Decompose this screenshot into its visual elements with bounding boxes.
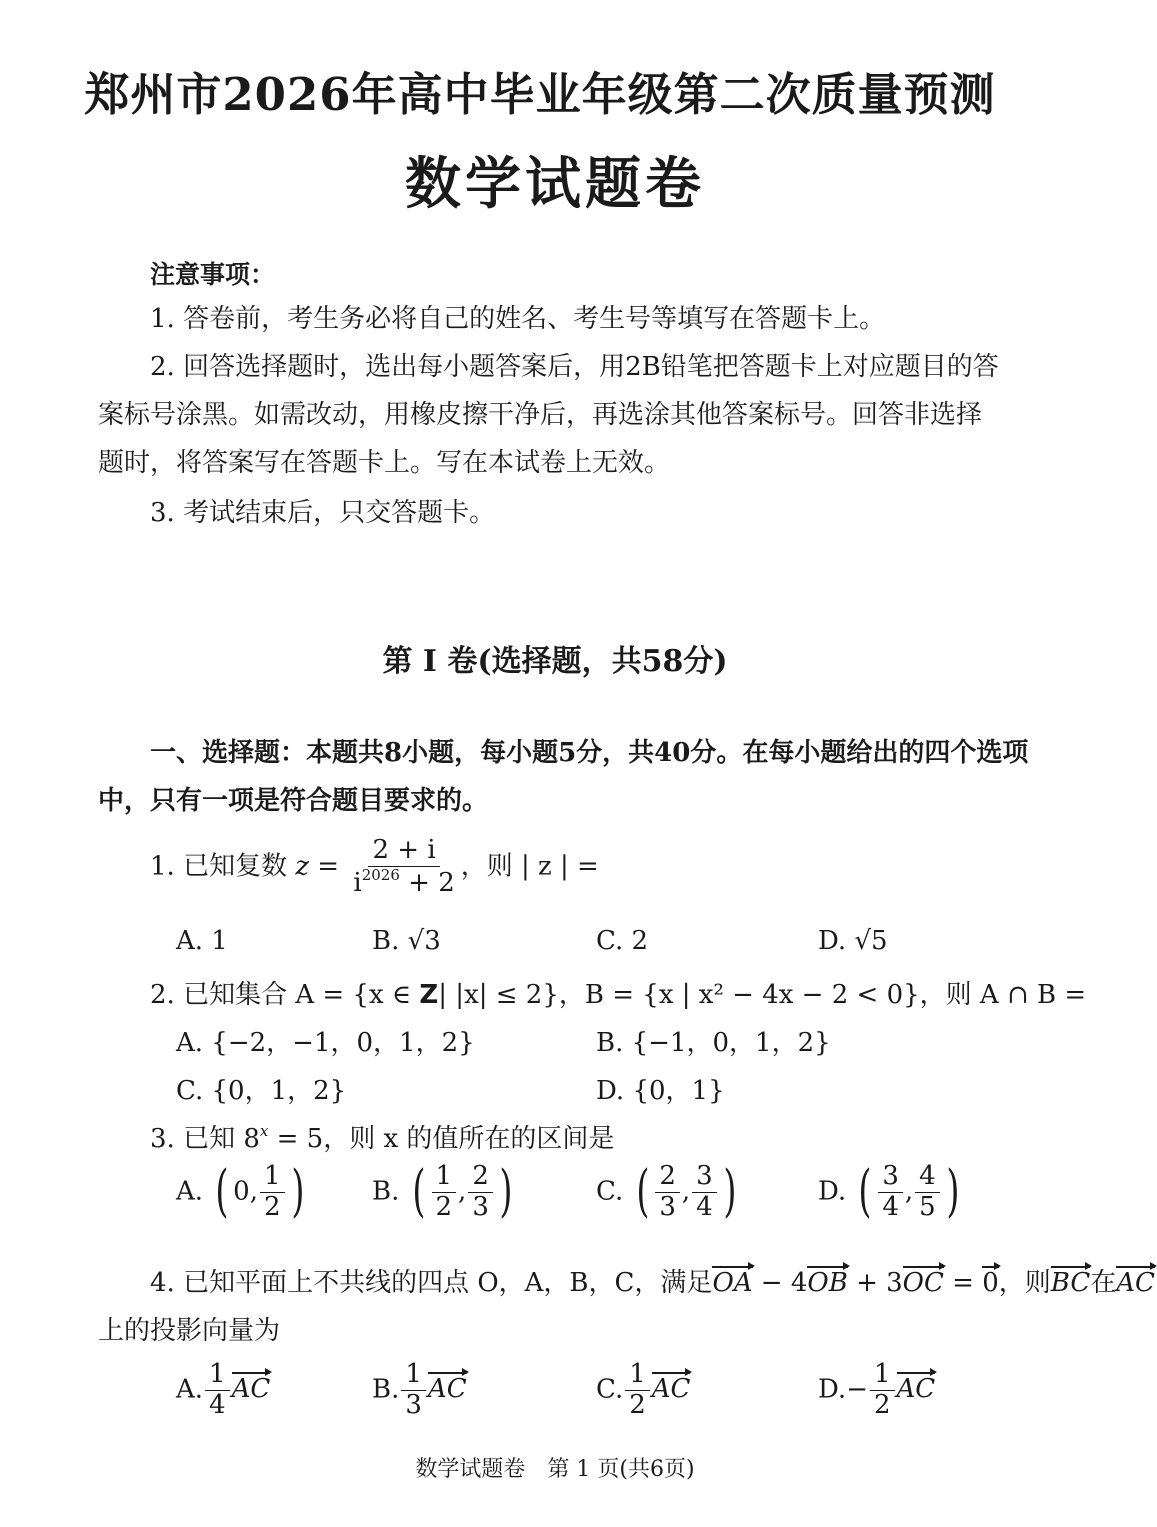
- q2-option-d: D. {0，1}: [596, 1076, 725, 1106]
- question-4: [150, 1262, 1155, 1299]
- q1-den-rest: + 2: [399, 867, 455, 898]
- right-paren: ): [290, 1159, 305, 1225]
- notice-item-3: 3. 考试结束后，只交答题卡。: [150, 498, 496, 528]
- q1-numerator: 2 + i: [368, 836, 439, 867]
- vector-ob: OB: [807, 1268, 848, 1298]
- q3-d-d2: 5: [919, 1191, 936, 1222]
- q1-var: z: [295, 851, 310, 882]
- q4-a-den: 4: [209, 1389, 226, 1420]
- q3-c-n2: 3: [692, 1162, 717, 1193]
- zero-vector: 0: [982, 1268, 999, 1298]
- q1-den-exp: 2026: [361, 865, 400, 884]
- left-paren: (: [215, 1159, 229, 1225]
- q1-eq: =: [309, 851, 348, 882]
- left-paren: (: [635, 1159, 649, 1225]
- q1-fraction: [349, 836, 458, 899]
- q3-b-frac1: [432, 1162, 457, 1223]
- q4-a-label: A.: [176, 1374, 204, 1405]
- q3-option-a: A. ( 0, $\frac{1}{2}$ ): [176, 1159, 305, 1225]
- q4-a-frac: [205, 1360, 230, 1421]
- q4-then: ，则: [998, 1268, 1051, 1298]
- q4-d-den: 2: [873, 1389, 891, 1420]
- q3-c-d1: 3: [659, 1191, 676, 1222]
- q4-eq: =: [943, 1268, 983, 1298]
- q4-c-vec: AC: [651, 1374, 691, 1405]
- q3-d-label: D.: [818, 1176, 847, 1207]
- q4-minus: − 4: [752, 1268, 808, 1298]
- q4-d-frac: [870, 1360, 895, 1421]
- q4-d-vec: AC: [896, 1374, 936, 1405]
- q4-c-frac: [625, 1360, 650, 1421]
- q4-a-vec: AC: [231, 1374, 271, 1405]
- q3-option-b: B. ( $\frac{1}{2}$ , $\frac{2}{3}$ ): [372, 1159, 513, 1225]
- q4-b-num: 1: [401, 1360, 426, 1391]
- q3-c-frac2: [692, 1162, 717, 1223]
- q4-a-num: 1: [205, 1360, 230, 1391]
- exam-subtitle: 数学试题卷: [405, 151, 705, 217]
- q3-prefix: 3. 已知 8: [150, 1124, 260, 1154]
- vector-oc: OC: [902, 1268, 944, 1298]
- q4-option-c: [596, 1360, 690, 1421]
- q1-option-a: A. 1: [176, 926, 228, 956]
- q1-option-c: C. 2: [596, 926, 649, 956]
- question-1: [150, 836, 599, 899]
- q4-option-d: [818, 1360, 935, 1421]
- q1-denominator: [349, 867, 458, 899]
- q4-c-den: 2: [629, 1389, 646, 1420]
- q3-a-label: A.: [176, 1176, 204, 1207]
- right-paren: ): [499, 1159, 513, 1225]
- q3-option-c: C. ( $\frac{2}{3}$ , $\frac{3}{4}$ ): [596, 1159, 737, 1225]
- vector-bc: BC: [1050, 1268, 1091, 1298]
- question-4-cont: 上的投影向量为: [98, 1316, 281, 1346]
- q3-a-frac: [260, 1162, 285, 1223]
- q4-b-vec: AC: [427, 1374, 467, 1405]
- q3-d-frac2: [915, 1162, 940, 1223]
- q3-b-d2: 3: [472, 1191, 489, 1222]
- q3-d-frac1: [878, 1162, 903, 1223]
- notice-heading: 注意事项：: [150, 260, 276, 289]
- q3-c-label: C.: [596, 1176, 624, 1207]
- q2-text: 2. 已知集合 A = {x ∈: [150, 980, 420, 1010]
- q3-b-d1: 2: [435, 1191, 453, 1222]
- q4-d-num: 1: [870, 1360, 895, 1391]
- notice-item-2: 2. 回答选择题时，选出每小题答案后，用2B铅笔把答题卡上对应题目的答: [150, 352, 999, 382]
- q4-plus: + 3: [847, 1268, 903, 1298]
- q3-suffix: = 5，则 x 的值所在的区间是: [268, 1124, 615, 1154]
- q2-option-b: B. {−1，0，1，2}: [596, 1028, 831, 1058]
- q3-option-d: D. ( $\frac{3}{4}$ , $\frac{4}{5}$ ): [818, 1159, 960, 1225]
- q3-d-n2: 4: [915, 1162, 940, 1193]
- question-3: [150, 1118, 614, 1155]
- page-footer: 数学试题卷 第 1 页(共6页): [415, 1457, 695, 1482]
- q3-b-n1: 1: [432, 1162, 457, 1193]
- q2-text-2: | |x| ≤ 2}，B = {x | x² − 4x − 2 < 0}，则 A ∩ B =: [438, 980, 1087, 1010]
- section-intro-cont: 中，只有一项是符合题目要求的。: [98, 786, 489, 816]
- right-paren: ): [946, 1159, 960, 1225]
- q3-b-n2: 2: [468, 1162, 493, 1193]
- q4-b-frac: [401, 1360, 426, 1421]
- q3-d-d1: 4: [882, 1191, 899, 1222]
- q4-c-label: C.: [596, 1374, 624, 1405]
- q4-option-b: [372, 1360, 467, 1421]
- q3-d-n1: 3: [878, 1162, 903, 1193]
- q4-d-label: D.: [818, 1374, 847, 1405]
- q4-option-a: [176, 1360, 270, 1421]
- q2-set-z: Z: [419, 980, 439, 1010]
- q4-text: 4. 已知平面上不共线的四点 O，A，B，C，满足: [150, 1268, 713, 1298]
- q1-prefix: 1. 已知复数: [150, 851, 288, 882]
- q3-c-n1: 2: [655, 1162, 680, 1193]
- question-2: [150, 974, 1086, 1011]
- q3-exp: x: [259, 1122, 269, 1140]
- notice-item-2-cont: 案标号涂黑。如需改动，用橡皮擦干净后，再选涂其他答案标号。回答非选择: [98, 400, 983, 430]
- q3-c-d2: 4: [696, 1191, 713, 1222]
- q4-d-sign: −: [846, 1374, 868, 1405]
- q3-b-label: B.: [372, 1176, 400, 1207]
- q1-option-d: D. √5: [818, 926, 888, 956]
- vector-oa: OA: [712, 1268, 753, 1298]
- section-title: 第 Ⅰ 卷(选择题，共58分): [382, 644, 728, 679]
- q3-b-frac2: [468, 1162, 493, 1223]
- q4-b-den: 3: [405, 1389, 422, 1420]
- q4-b-label: B.: [372, 1374, 400, 1405]
- left-paren: (: [858, 1159, 872, 1225]
- right-paren: ): [723, 1159, 737, 1225]
- notice-item-1: 1. 答卷前，考生务必将自己的姓名、考生号等填写在答题卡上。: [150, 304, 886, 334]
- q3-a-num: 1: [260, 1162, 285, 1193]
- q3-a-left: 0: [233, 1176, 250, 1207]
- q4-on: 在: [1090, 1268, 1117, 1298]
- q3-a-den: 2: [263, 1191, 281, 1222]
- q2-option-a: A. {−2，−1，0，1，2}: [176, 1028, 475, 1058]
- q2-option-c: C. {0，1，2}: [176, 1076, 347, 1106]
- exam-title: 郑州市2026年高中毕业年级第二次质量预测: [84, 68, 996, 121]
- notice-item-2-end: 题时，将答案写在答题卡上。写在本试卷上无效。: [98, 448, 671, 478]
- q1-den-base: i: [353, 867, 362, 898]
- section-intro: 一、选择题：本题共8小题，每小题5分，共40分。在每小题给出的四个选项: [150, 738, 1029, 768]
- vector-ac: AC: [1116, 1268, 1155, 1298]
- q4-c-num: 1: [625, 1360, 650, 1391]
- q3-c-frac1: [655, 1162, 680, 1223]
- q1-option-b: B. √3: [372, 926, 441, 956]
- q1-suffix: ，则 | z | =: [460, 851, 599, 882]
- left-paren: (: [412, 1159, 426, 1225]
